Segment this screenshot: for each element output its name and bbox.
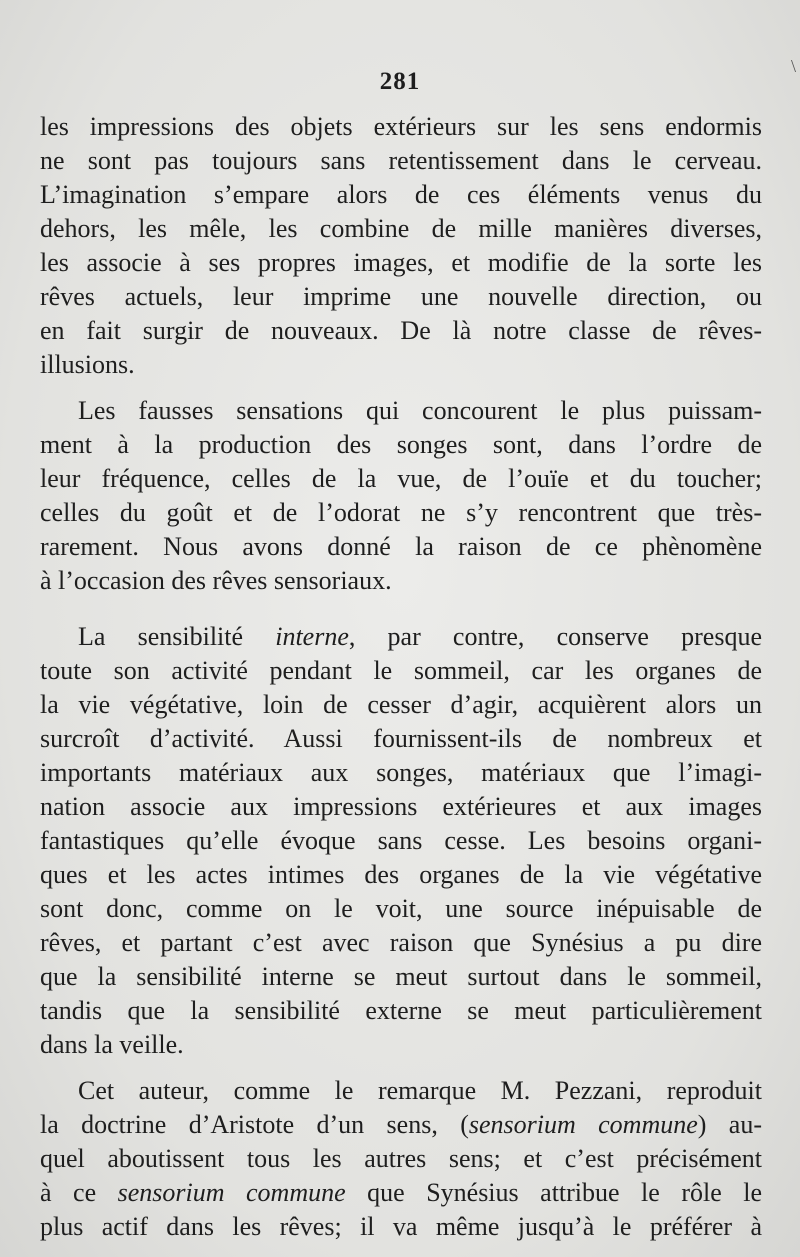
text-line: celles du goût et de l’odorat ne s’y rencontrent que très- (40, 498, 762, 527)
text-line: fantastiques qu’elle évoque sans cesse. Les besoins organi- (40, 826, 762, 855)
italic-term: sensorium commune (468, 1110, 698, 1139)
text-line: rêves actuels, leur imprime une nouvelle direction, ou (40, 282, 762, 311)
text-run: La sensibilité (78, 622, 276, 651)
text-line: dans la veille. (40, 1030, 184, 1059)
text-line: Cet auteur, comme le remarque M. Pezzani, reproduit (78, 1076, 762, 1105)
text-line: rêves, et partant c’est avec raison que Synésius a pu dire (40, 928, 762, 957)
text-line: les associe à ses propres images, et modifie de la sorte les (40, 248, 762, 277)
paragraph-4 (40, 1074, 762, 1244)
text-line: tandis que la sensibilité externe se meut particulièrement (40, 996, 762, 1025)
text-line (40, 1176, 762, 1210)
text-line: les impressions des objets extérieurs sur les sens endormis (40, 112, 762, 141)
text-line: toute son activité pendant le sommeil, car les organes de (40, 656, 762, 685)
text-run: à ce (40, 1178, 118, 1207)
text-line: quel aboutissent tous les autres sens; et c’est précisément (40, 1144, 762, 1173)
text-run: , par contre, conserve presque (348, 622, 762, 651)
text-line: en fait surgir de nouveaux. De là notre classe de rêves- (40, 316, 762, 345)
text-line: L’imagination s’empare alors de ces éléments venus du (40, 180, 762, 209)
italic-term: interne (275, 622, 349, 651)
text-line: rarement. Nous avons donné la raison de ce phènomène (40, 532, 762, 561)
text-line (40, 620, 762, 654)
text-run: la doctrine d’Aristote d’un sens, ( (40, 1110, 469, 1139)
paragraph-3 (40, 620, 762, 1062)
text-line: dehors, les mêle, les combine de mille manières diverses, (40, 214, 762, 243)
text-line: leur fréquence, celles de la vue, de l’ouïe et du toucher; (40, 464, 762, 493)
text-line: sont donc, comme on le voit, une source inépuisable de (40, 894, 762, 923)
margin-mark: \ (790, 56, 796, 76)
text-line: à l’occasion des rêves sensoriaux. (40, 566, 392, 595)
text-line: que la sensibilité interne se meut surtout dans le sommeil, (40, 962, 762, 991)
text-line: illusions. (40, 350, 135, 379)
text-line: ques et les actes intimes des organes de la vie végétative (40, 860, 762, 889)
text-run: que Synésius attribue le rôle le (345, 1178, 762, 1207)
text-run: ) au- (697, 1110, 762, 1139)
text-line: ment à la production des songes sont, dans l’ordre de (40, 430, 762, 459)
paragraph-1 (40, 110, 762, 382)
text-line (40, 1108, 762, 1142)
page-number: 281 (379, 68, 421, 95)
text-line: plus actif dans les rêves; il va même jusqu’à le préférer à (40, 1212, 762, 1241)
text-line: ne sont pas toujours sans retentissement dans le cerveau. (40, 146, 762, 175)
text-line: nation associe aux impressions extérieures et aux images (40, 792, 762, 821)
text-line: importants matériaux aux songes, matériaux que l’imagi- (40, 758, 762, 787)
paragraph-2 (40, 394, 762, 598)
body-text (40, 110, 762, 1244)
text-line: surcroît d’activité. Aussi fournissent-ils de nombreux et (40, 724, 762, 753)
text-line: Les fausses sensations qui concourent le plus puissam- (78, 396, 762, 425)
italic-term: sensorium commune (117, 1178, 346, 1207)
text-line: la vie végétative, loin de cesser d’agir, acquièrent alors un (40, 690, 762, 719)
